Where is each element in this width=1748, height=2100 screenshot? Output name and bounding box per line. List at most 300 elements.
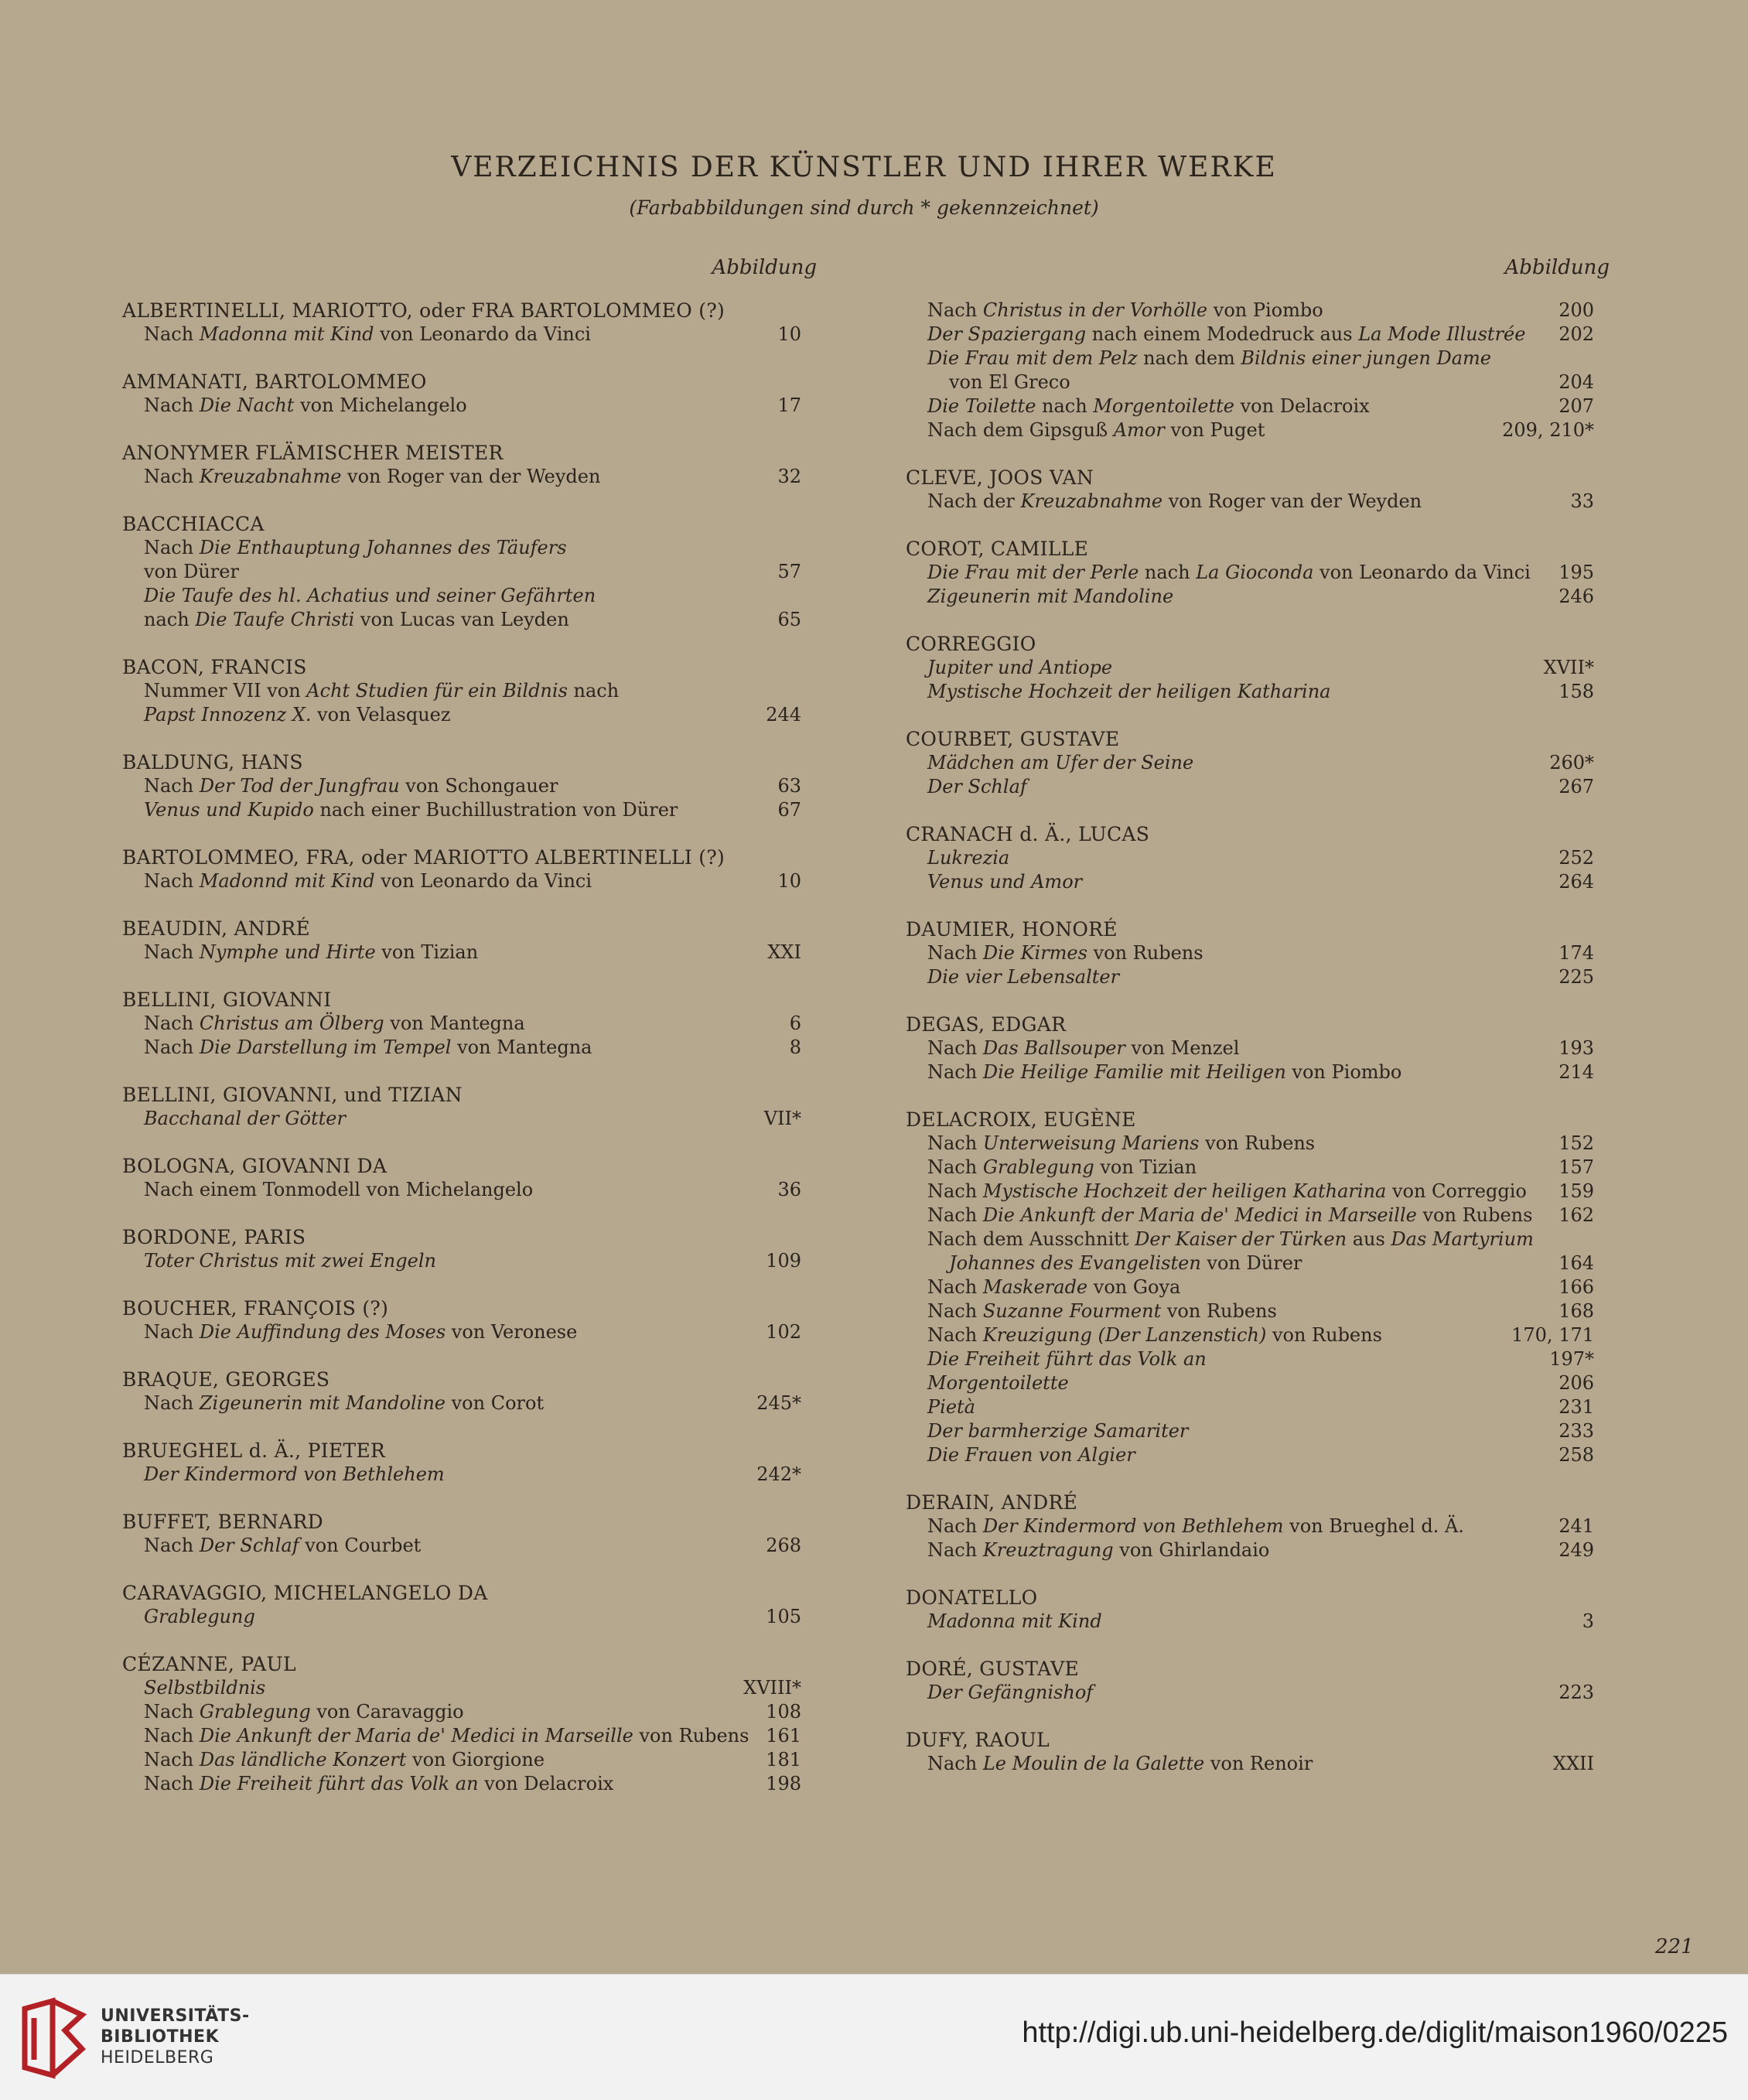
right-column-header: Abbildung <box>1504 256 1610 279</box>
work-title-text: von Dürer <box>144 561 239 582</box>
work-title-text: Nach <box>927 1061 983 1083</box>
artist-name: DERAIN, ANDRÉ <box>906 1491 1078 1514</box>
work-entry <box>906 1371 1610 1395</box>
logo-line-3: HEIDELBERG <box>101 2048 214 2068</box>
work-title-text: von Dürer <box>1200 1252 1302 1274</box>
work-title-text: Nach <box>144 323 200 345</box>
work-title <box>927 1347 1207 1371</box>
illustration-number: XXI <box>767 941 801 963</box>
work-entry <box>122 536 817 560</box>
work-title <box>927 561 1531 585</box>
artist-entry <box>122 1368 817 1415</box>
work-title-text: von Rubens <box>1087 942 1203 964</box>
university-logo-icon <box>19 1995 88 2081</box>
work-entry <box>906 1156 1610 1180</box>
illustration-number: 244 <box>766 704 801 726</box>
artist-entry <box>122 441 817 489</box>
work-entry <box>906 1299 1610 1323</box>
artist-entry <box>122 1225 817 1273</box>
work-title-text: von Leonardo da Vinci <box>374 323 591 345</box>
work-entry <box>122 1249 817 1273</box>
work-title-italic: Kreuzigung (Der Lanzenstich) <box>982 1324 1267 1346</box>
work-entry <box>122 798 817 822</box>
work-title-text: Nach <box>144 1036 200 1058</box>
work-title <box>144 1320 577 1344</box>
work-title <box>144 1391 544 1415</box>
work-title-text: von Velasquez <box>311 704 451 726</box>
work-entry <box>906 1681 1610 1705</box>
work-title-italic: Venus und Amor <box>927 871 1083 893</box>
artist-entry <box>906 1586 1610 1634</box>
work-entry <box>122 1463 817 1487</box>
work-title <box>927 680 1330 704</box>
work-title <box>927 1036 1239 1060</box>
artist-entry <box>906 1108 1610 1467</box>
work-title-text: Nach <box>927 1324 983 1346</box>
work-entry <box>906 1752 1610 1776</box>
work-title-text: von Piombo <box>1285 1061 1402 1083</box>
artist-name: CRANACH d. Ä., LUCAS <box>906 823 1150 845</box>
illustration-number: 65 <box>777 609 801 630</box>
work-title <box>927 870 1082 894</box>
work-title <box>144 1700 464 1724</box>
illustration-number: 105 <box>766 1606 801 1627</box>
illustration-number: 10 <box>777 870 801 892</box>
artist-entry <box>906 1012 1610 1084</box>
illustration-number: 174 <box>1559 942 1594 964</box>
work-title-text: Nach <box>144 870 200 892</box>
work-title <box>927 323 1525 347</box>
work-title <box>144 941 478 965</box>
illustration-number: 63 <box>777 775 801 797</box>
artist-entry <box>906 299 1610 442</box>
work-title <box>144 608 569 632</box>
left-column <box>122 254 817 1819</box>
work-title-italic: Papst Innozenz X. <box>144 704 312 726</box>
work-title-italic: Die Taufe Christi <box>195 609 355 630</box>
work-title-text: Nach <box>927 1156 983 1178</box>
illustration-number: 258 <box>1559 1444 1594 1466</box>
artist-name: BEAUDIN, ANDRÉ <box>122 917 311 940</box>
work-title-italic: Mystische Hochzeit der heiligen Katharina <box>927 681 1331 702</box>
work-title-text: von Michelangelo <box>294 394 467 416</box>
work-title <box>949 370 1070 394</box>
work-title <box>927 1514 1464 1538</box>
work-title-text: Nach <box>927 1300 983 1322</box>
work-title-text: von Delacroix <box>1234 395 1370 417</box>
work-title <box>144 798 678 822</box>
work-title-text: Nach <box>927 1180 983 1202</box>
work-entry <box>906 1514 1610 1538</box>
work-title-text: Nach <box>927 1204 983 1226</box>
work-title <box>927 751 1193 775</box>
work-title-text: nach <box>144 609 196 630</box>
work-title-italic: La Gioconda <box>1196 562 1314 583</box>
work-title <box>144 1012 525 1036</box>
work-entry <box>906 1419 1610 1443</box>
work-entry <box>122 465 817 489</box>
work-title-text: von Puget <box>1164 419 1265 441</box>
work-title-italic: Das Martyrium <box>1391 1228 1534 1250</box>
illustration-number: 267 <box>1559 776 1594 797</box>
work-entry <box>906 1275 1610 1299</box>
work-title-text: von Rubens <box>633 1725 749 1747</box>
illustration-number: 260* <box>1549 752 1594 773</box>
work-title-text: von Giorgione <box>406 1749 545 1770</box>
artist-entry <box>122 988 817 1060</box>
work-title-italic: Selbstbildnis <box>144 1677 266 1699</box>
work-title-text: Nach <box>144 775 200 797</box>
work-entry <box>906 1036 1610 1060</box>
artist-entry <box>122 750 817 822</box>
artist-name: DELACROIX, EUGÈNE <box>906 1108 1136 1131</box>
illustration-number: 195 <box>1559 562 1594 583</box>
permalink-url[interactable]: http://digi.ub.uni-heidelberg.de/diglit/maison1960/0225 <box>1022 2016 1728 2049</box>
work-title <box>927 1299 1277 1323</box>
work-title-text: Nach <box>927 1132 983 1154</box>
work-title-text: von Corot <box>445 1392 545 1414</box>
work-entry <box>122 941 817 965</box>
work-entry <box>906 656 1610 680</box>
illustration-number: 33 <box>1570 490 1594 512</box>
work-title-text: Nach <box>144 1701 200 1723</box>
work-entry <box>122 1605 817 1629</box>
illustration-number: 268 <box>766 1535 801 1556</box>
work-title <box>144 1772 613 1796</box>
work-title <box>927 1204 1532 1228</box>
work-title-italic: Nymphe und Hirte <box>199 941 376 963</box>
work-entry <box>906 585 1610 609</box>
artist-name: DUFY, RAOUL <box>906 1729 1050 1751</box>
work-entry <box>906 299 1610 323</box>
work-title-text: von Leonardo da Vinci <box>1313 562 1531 583</box>
illustration-number: 231 <box>1559 1396 1594 1418</box>
artist-name: DAUMIER, HONORÉ <box>906 918 1118 941</box>
work-title-text: von Goya <box>1087 1276 1181 1298</box>
illustration-number: 200 <box>1559 299 1594 321</box>
page-subtitle: (Farbabbildungen sind durch * gekennzeichnet) <box>629 196 1099 219</box>
illustration-number: 162 <box>1559 1204 1594 1226</box>
work-title-italic: Zigeunerin mit Mandoline <box>199 1392 446 1414</box>
work-title-text: Nach <box>144 1773 200 1794</box>
work-title-italic: Die Nacht <box>199 394 295 416</box>
illustration-number: 264 <box>1559 871 1594 893</box>
work-entry <box>122 1700 817 1724</box>
work-title-text: von Roger van der Weyden <box>341 466 601 487</box>
artist-entry <box>906 466 1610 514</box>
illustration-number: 67 <box>777 799 801 821</box>
artist-entry <box>122 845 817 893</box>
illustration-number: 3 <box>1582 1610 1594 1632</box>
work-title-text: Nach <box>144 466 200 487</box>
artist-name: BOLOGNA, GIOVANNI DA <box>122 1155 387 1177</box>
work-entry <box>122 1391 817 1415</box>
work-title-text: von Brueghel d. Ä. <box>1283 1515 1464 1537</box>
work-title-italic: Toter Christus mit zwei Engeln <box>144 1250 436 1272</box>
work-title-italic: Maskerade <box>982 1276 1088 1298</box>
work-title <box>927 1752 1313 1776</box>
work-title-text: Nach <box>144 1321 200 1343</box>
artist-name: BRAQUE, GEORGES <box>122 1368 330 1391</box>
work-title-text: von Renoir <box>1204 1753 1313 1774</box>
artist-entry <box>122 1154 817 1202</box>
work-title <box>144 703 451 727</box>
work-title-italic: Die Ankunft der Maria de' Medici in Marseille <box>199 1725 633 1747</box>
work-title <box>949 1251 1302 1275</box>
work-title-italic: Zigeunerin mit Mandoline <box>927 586 1174 607</box>
artist-name: COROT, CAMILLE <box>906 538 1089 560</box>
artist-name: CORREGGIO <box>906 633 1036 655</box>
work-title-text: Nach <box>927 1515 983 1537</box>
work-title <box>144 1463 445 1487</box>
work-title-text: Nach einem Tonmodell von Michelangelo <box>144 1179 534 1200</box>
illustration-number: 32 <box>777 466 801 487</box>
work-title <box>927 775 1027 799</box>
illustration-number: 161 <box>766 1725 801 1747</box>
work-title <box>927 1180 1527 1204</box>
work-title <box>144 1107 346 1131</box>
work-entry <box>906 1132 1610 1156</box>
illustration-number: 8 <box>789 1036 801 1058</box>
artist-name: CÉZANNE, PAUL <box>122 1653 296 1675</box>
illustration-number: 202 <box>1559 323 1594 345</box>
artist-name: BELLINI, GIOVANNI <box>122 989 332 1011</box>
artist-name: CLEVE, JOOS VAN <box>906 466 1094 489</box>
illustration-number: XVII* <box>1543 657 1594 678</box>
artist-name: BRUEGHEL d. Ä., PIETER <box>122 1439 386 1462</box>
illustration-number: 252 <box>1559 847 1594 869</box>
logo-line-1: UNIVERSITÄTS- <box>101 2006 250 2026</box>
work-entry <box>122 1320 817 1344</box>
work-entry <box>122 323 817 347</box>
work-entry <box>906 1347 1610 1371</box>
work-entry <box>906 1610 1610 1634</box>
work-title-text: von Tizian <box>375 941 479 963</box>
work-title-text: Nach <box>144 1749 200 1770</box>
work-title-text: nach <box>567 680 620 702</box>
work-title-italic: Madonna mit Kind <box>927 1610 1102 1632</box>
illustration-number: 223 <box>1559 1682 1594 1703</box>
illustration-number: 152 <box>1559 1132 1594 1154</box>
illustration-number: 249 <box>1559 1539 1594 1561</box>
work-title <box>144 774 558 798</box>
work-title <box>927 656 1112 680</box>
work-title <box>927 299 1323 323</box>
work-title-text: Nach <box>144 394 200 416</box>
work-title <box>927 1323 1382 1347</box>
work-title-text: von Rubens <box>1199 1132 1316 1154</box>
work-entry <box>906 1251 1610 1275</box>
work-entry <box>906 1060 1610 1084</box>
work-title-text: von Schongauer <box>399 775 558 797</box>
artist-name: BALDUNG, HANS <box>122 751 303 773</box>
work-entry <box>906 370 1610 394</box>
work-title-text: von Rubens <box>1161 1300 1277 1322</box>
illustration-number: 6 <box>789 1012 801 1034</box>
artist-name: DORÉ, GUSTAVE <box>906 1658 1079 1680</box>
illustration-number: VII* <box>763 1108 801 1129</box>
illustration-number: 157 <box>1559 1156 1594 1178</box>
work-title-italic: Grablegung <box>982 1156 1094 1178</box>
illustration-number: 246 <box>1559 586 1594 607</box>
artist-entry <box>122 1652 817 1796</box>
work-title <box>927 347 1491 370</box>
work-entry <box>122 1036 817 1060</box>
illustration-number: 109 <box>766 1250 801 1272</box>
work-title-italic: Jupiter und Antiope <box>927 657 1113 678</box>
work-title-italic: Amor <box>1113 419 1165 441</box>
artist-name: DONATELLO <box>906 1586 1038 1609</box>
work-title-italic: La Mode Illustrée <box>1358 323 1526 345</box>
work-title-text: Nach <box>144 1725 200 1747</box>
work-title-text: Nach dem Gipsguß <box>927 419 1114 441</box>
work-title-text: nach einem Modedruck aus <box>1086 323 1359 345</box>
work-title <box>927 585 1173 609</box>
illustration-number: XXII <box>1552 1753 1594 1774</box>
work-title-italic: Kreuzabnahme <box>199 466 342 487</box>
artist-entry <box>906 1728 1610 1776</box>
illustration-number: 159 <box>1559 1180 1594 1202</box>
work-title-italic: Das ländliche Konzert <box>199 1749 407 1770</box>
artist-name: BACCHIACCA <box>122 513 265 535</box>
work-title-italic: Der Gefängnishof <box>927 1682 1094 1703</box>
work-entry <box>122 1772 817 1796</box>
work-title <box>927 846 1009 870</box>
work-title-italic: Die Heilige Familie mit Heiligen <box>982 1061 1286 1083</box>
artist-entry <box>906 822 1610 894</box>
work-entry <box>122 584 817 608</box>
work-title-italic: Pietà <box>927 1396 975 1418</box>
work-entry <box>906 941 1610 965</box>
work-entry <box>906 490 1610 514</box>
artist-entry <box>122 1296 817 1344</box>
artist-name: BUFFET, BERNARD <box>122 1511 324 1533</box>
artist-entry <box>906 537 1610 609</box>
work-entry <box>906 1395 1610 1419</box>
work-entry <box>906 965 1610 989</box>
work-title-italic: Der Kaiser der Türken <box>1135 1228 1347 1250</box>
work-title <box>144 1036 592 1060</box>
illustration-number: 198 <box>766 1773 801 1794</box>
illustration-number: 17 <box>777 394 801 416</box>
work-title-italic: Lukrezia <box>927 847 1010 869</box>
illustration-number: 10 <box>777 323 801 345</box>
artist-name: ANONYMER FLÄMISCHER MEISTER <box>122 442 504 464</box>
illustration-number: 214 <box>1559 1061 1594 1083</box>
work-title-text: Nach <box>144 1392 200 1414</box>
artist-entry <box>906 1490 1610 1562</box>
artist-entry <box>122 917 817 965</box>
illustration-number: 225 <box>1559 966 1594 988</box>
work-entry <box>122 1107 817 1131</box>
work-entry <box>122 560 817 584</box>
artist-name: ALBERTINELLI, MARIOTTO, oder FRA BARTOLOMMEO (?) <box>122 299 725 322</box>
work-title-text: von Lucas van Leyden <box>354 609 569 630</box>
work-entry <box>122 1676 817 1700</box>
work-title-text: aus <box>1347 1228 1391 1250</box>
illustration-number: 209, 210* <box>1502 419 1594 441</box>
work-title-text: von Delacroix <box>478 1773 614 1794</box>
illustration-number: 158 <box>1559 681 1594 702</box>
work-title-italic: Mystische Hochzeit der heiligen Katharina <box>982 1180 1387 1202</box>
work-title-text: von Roger van der Weyden <box>1162 490 1422 512</box>
right-column <box>906 254 1610 1799</box>
artist-entry <box>906 917 1610 989</box>
work-title <box>144 1605 255 1629</box>
work-entry <box>906 1443 1610 1467</box>
work-title-italic: Der Schlaf <box>199 1535 299 1556</box>
work-title-italic: Die Freiheit führt das Volk an <box>199 1773 479 1794</box>
work-title-text: von Mantegna <box>384 1012 525 1034</box>
illustration-number: 164 <box>1559 1252 1594 1274</box>
work-entry <box>906 751 1610 775</box>
work-title-italic: Mädchen am Ufer der Seine <box>927 752 1194 773</box>
work-title <box>144 1748 545 1772</box>
work-title-text: von Courbet <box>299 1535 422 1556</box>
work-title <box>927 1419 1188 1443</box>
work-entry <box>906 561 1610 585</box>
work-title <box>927 1132 1315 1156</box>
work-title-text: nach einer Buchillustration von Dürer <box>313 799 678 821</box>
work-title-italic: Die Frauen von Algier <box>927 1444 1135 1466</box>
work-entry <box>122 608 817 632</box>
artist-entry <box>122 1439 817 1487</box>
artist-entry <box>906 727 1610 799</box>
work-title-text: nach <box>1036 395 1094 417</box>
work-title-text: Nach der <box>927 490 1021 512</box>
artist-name: BARTOLOMMEO, FRA, oder MARIOTTO ALBERTINELLI (?) <box>122 846 725 869</box>
work-title-text: Nach <box>144 537 200 558</box>
work-title <box>144 536 567 560</box>
work-title-italic: Die Freiheit führt das Volk an <box>927 1348 1207 1370</box>
work-title-italic: Grablegung <box>199 1701 311 1723</box>
work-title-italic: Die Kirmes <box>982 942 1087 964</box>
work-entry <box>906 1180 1610 1204</box>
footer-bar <box>0 1974 1748 2100</box>
work-title-italic: Die Auffindung des Moses <box>199 1321 446 1343</box>
work-entry <box>122 703 817 727</box>
artist-entry <box>122 1581 817 1629</box>
work-title <box>144 465 600 489</box>
page-title: VERZEICHNIS DER KÜNSTLER UND IHRER WERKE <box>451 152 1277 183</box>
work-title <box>144 394 467 418</box>
artist-entry <box>122 1083 817 1131</box>
work-title <box>927 1060 1401 1084</box>
work-title <box>927 394 1370 418</box>
work-title-italic: Venus und Kupido <box>144 799 314 821</box>
work-title-text: von Rubens <box>1416 1204 1533 1226</box>
work-title <box>927 1371 1069 1395</box>
work-entry <box>122 1534 817 1558</box>
artist-entry <box>122 1510 817 1558</box>
work-title-text: Nummer VII von <box>144 680 307 702</box>
work-title-italic: Le Moulin de la Galette <box>982 1753 1205 1774</box>
work-title-italic: Der Kindermord von Bethlehem <box>982 1515 1284 1537</box>
work-title-italic: Unterweisung Mariens <box>982 1132 1200 1154</box>
artist-name: DEGAS, EDGAR <box>906 1013 1067 1036</box>
work-title <box>927 1156 1197 1180</box>
work-title-text: Nach <box>927 1037 983 1059</box>
work-entry <box>122 1178 817 1202</box>
artist-name: CARAVAGGIO, MICHELANGELO DA <box>122 1582 488 1604</box>
artist-name: COURBET, GUSTAVE <box>906 728 1120 750</box>
work-title-text: Nach <box>144 1535 200 1556</box>
work-title-text: Nach <box>144 1012 200 1034</box>
illustration-number: 102 <box>766 1321 801 1343</box>
work-title-text: von El Greco <box>949 371 1070 393</box>
work-title <box>144 323 591 347</box>
artist-name: BACON, FRANCIS <box>122 656 307 678</box>
